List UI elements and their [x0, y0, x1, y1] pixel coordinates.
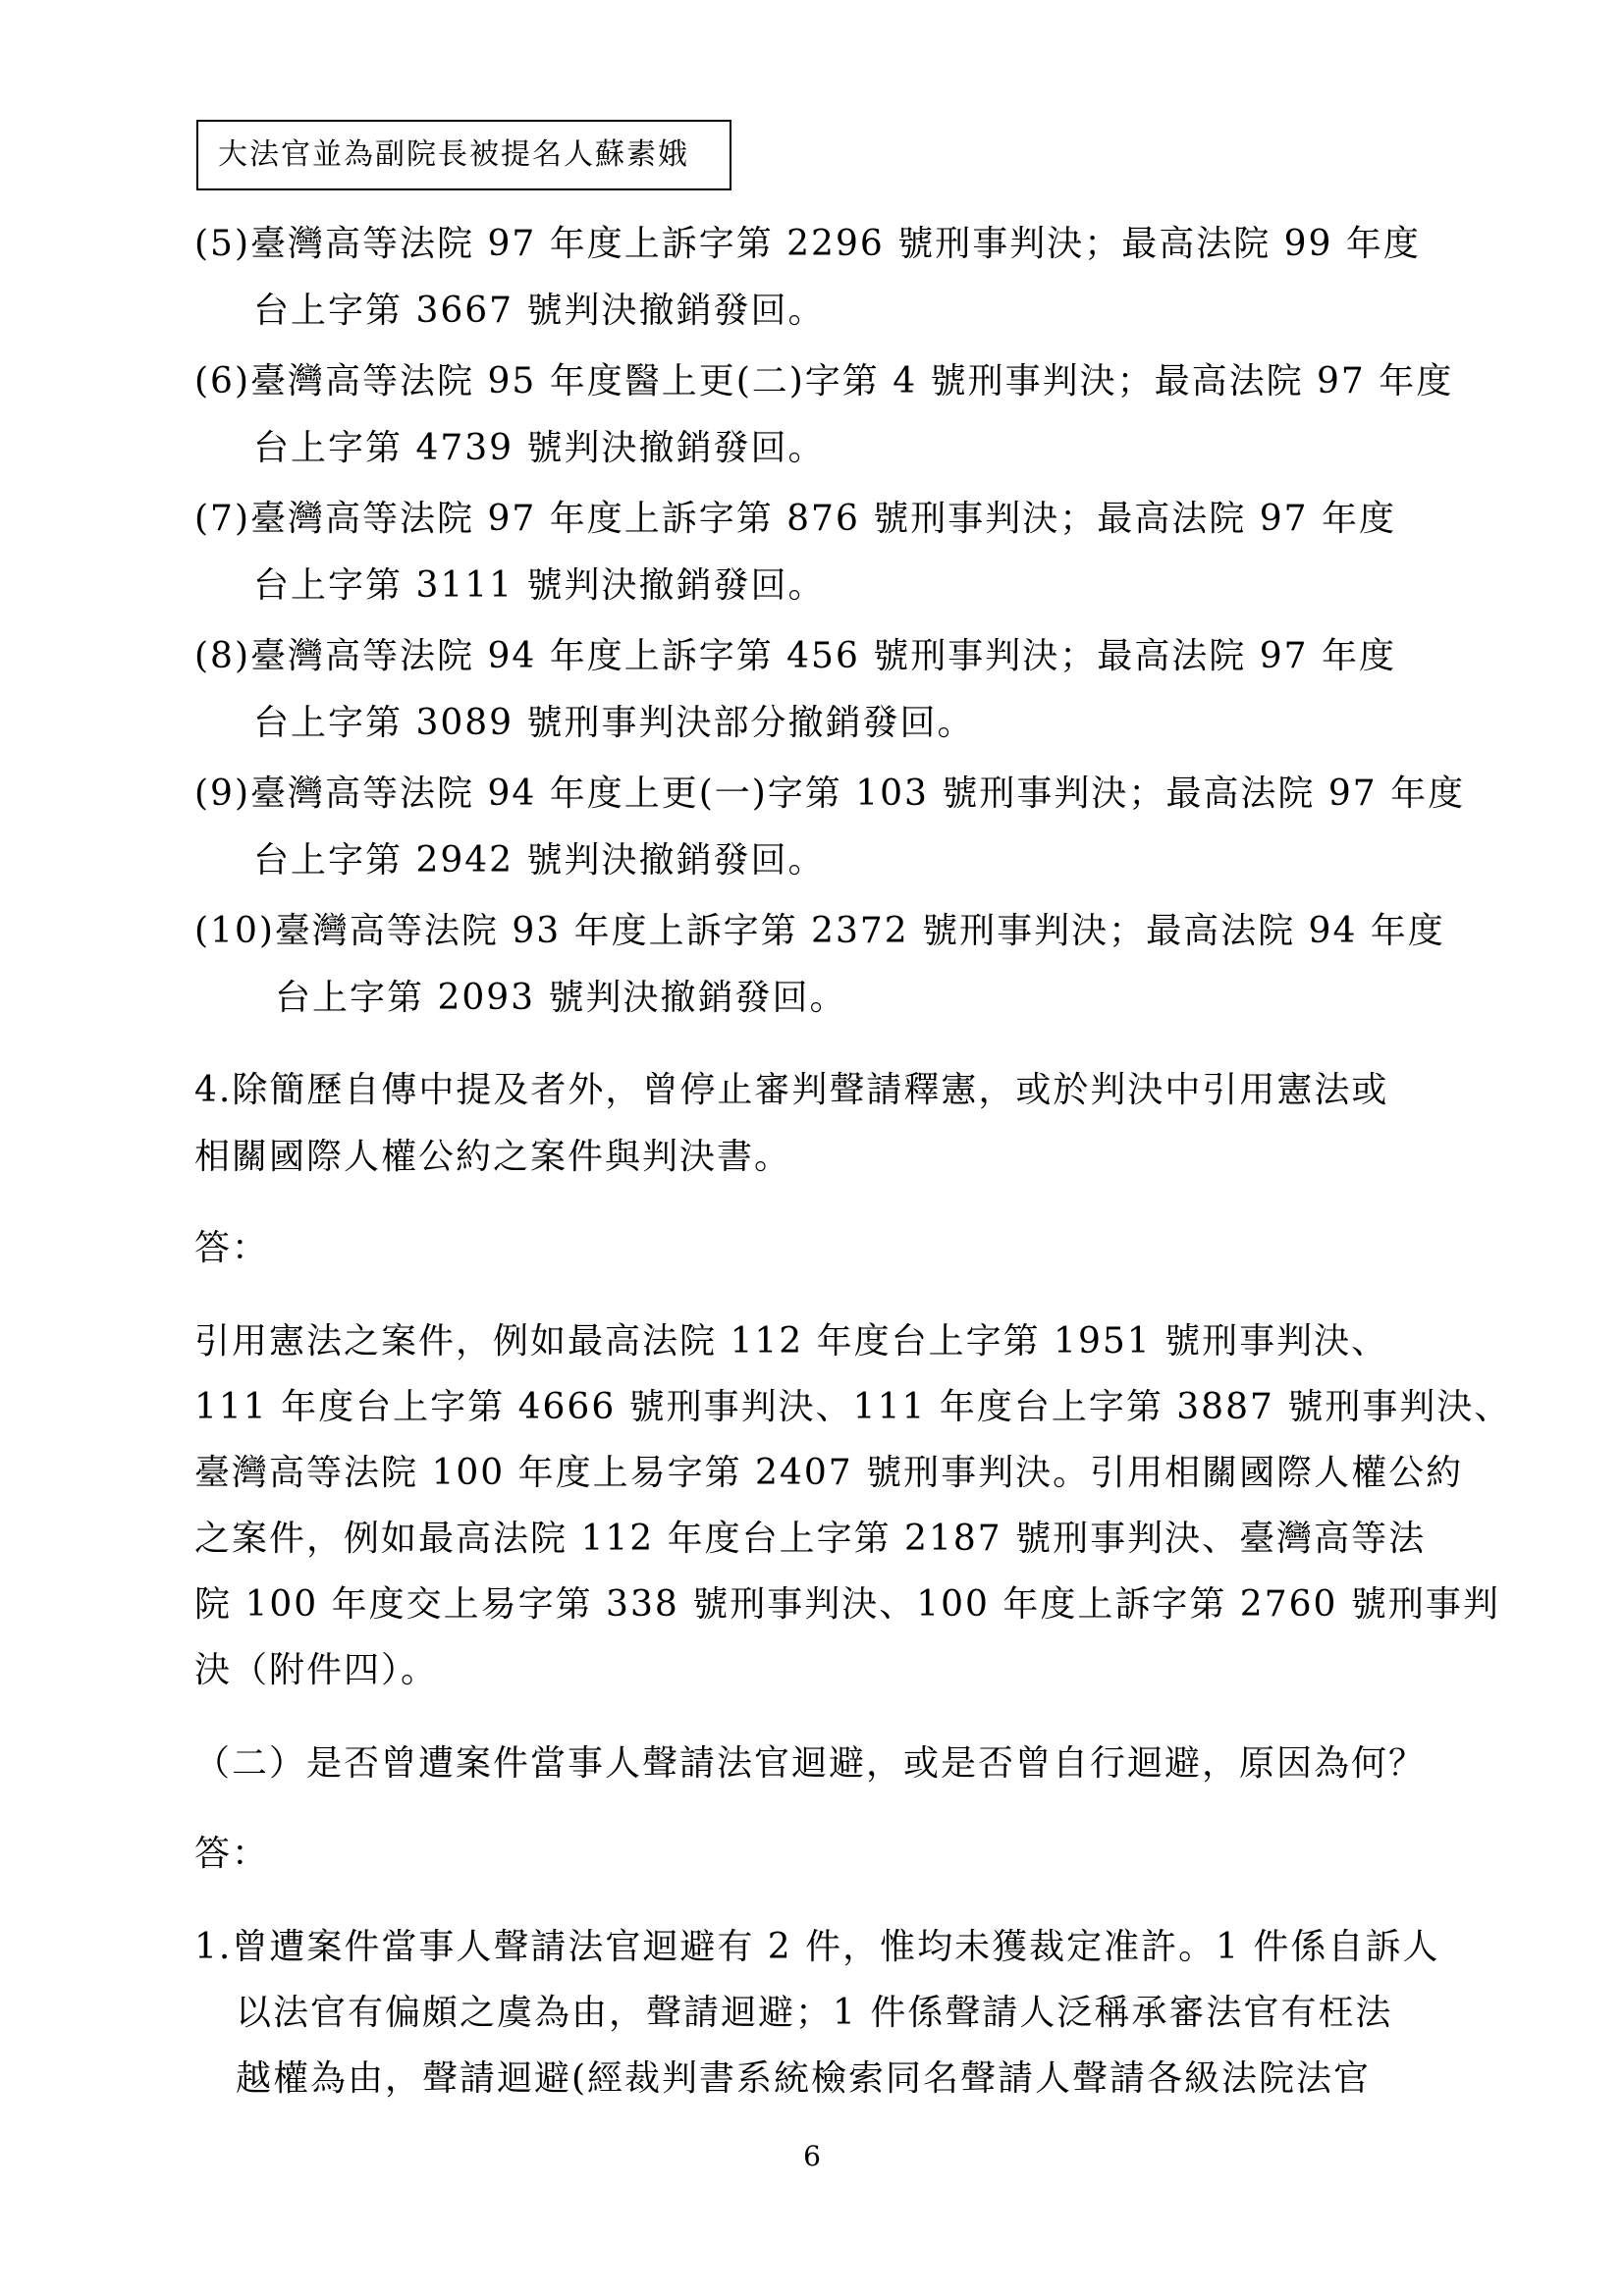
page-number: 6 [803, 2140, 821, 2172]
case-9-line-2: 台上字第 2942 號判決撤銷發回。 [253, 840, 826, 881]
answer-label-2: 答： [194, 1834, 270, 1874]
case-7-line-1: (7)臺灣高等法院 97 年度上訴字第 876 號刑事判決；最高法院 97 年度 [194, 499, 1396, 539]
answer-label-1: 答： [194, 1228, 270, 1268]
case-6-line-2: 台上字第 4739 號判決撤銷發回。 [253, 428, 826, 468]
case-8-line-1: (8)臺灣高等法院 94 年度上訴字第 456 號刑事判決；最高法院 97 年度 [194, 636, 1396, 676]
answer-4-line-5: 院 100 年度交上易字第 338 號刑事判決、100 年度上訴字第 2760 號刑事判 [194, 1584, 1500, 1625]
question-2-heading: （二）是否曾遭案件當事人聲請法官迴避，或是否曾自行迴避，原因為何？ [194, 1743, 1427, 1784]
question-4-line-1: 4.除簡歷自傳中提及者外，曾停止審判聲請釋憲，或於判決中引用憲法或 [194, 1070, 1389, 1110]
question-4-line-2: 相關國際人權公約之案件與判決書。 [194, 1137, 792, 1177]
answer-4-line-2: 111 年度台上字第 4666 號刑事判決、111 年度台上字第 3887 號刑事判決、 [194, 1387, 1512, 1427]
case-8-line-2: 台上字第 3089 號刑事判決部分撤銷發回。 [253, 703, 975, 743]
document-header-box: 大法官並為副院長被提名人蘇素娥 [196, 120, 731, 190]
answer-4-line-1: 引用憲法之案件，例如最高法院 112 年度台上字第 1951 號刑事判決、 [194, 1321, 1389, 1362]
case-7-line-2: 台上字第 3111 號判決撤銷發回。 [253, 565, 826, 606]
case-10-line-1: (10)臺灣高等法院 93 年度上訴字第 2372 號刑事判決；最高法院 94 年度 [194, 911, 1445, 951]
case-10-line-2: 台上字第 2093 號判決撤銷發回。 [275, 978, 847, 1018]
case-5-line-1: (5)臺灣高等法院 97 年度上訴字第 2296 號刑事判決；最高法院 99 年度 [194, 224, 1421, 264]
answer-4-line-6: 決（附件四）。 [194, 1650, 439, 1690]
case-5-line-2: 台上字第 3667 號判決撤銷發回。 [253, 291, 826, 331]
answer-2-line-3: 越權為由，聲請迴避(經裁判書系統檢索同名聲請人聲請各級法院法官 [236, 2058, 1372, 2099]
case-9-line-1: (9)臺灣高等法院 94 年度上更(一)字第 103 號刑事判決；最高法院 97 年度 [194, 774, 1466, 814]
answer-4-line-4: 之案件，例如最高法院 112 年度台上字第 2187 號刑事判決、臺灣高等法 [194, 1519, 1427, 1559]
answer-2-line-1: 1.曾遭案件當事人聲請法官迴避有 2 件，惟均未獲裁定准許。1 件係自訴人 [194, 1927, 1440, 1967]
answer-4-line-3: 臺灣高等法院 100 年度上易字第 2407 號刑事判決。引用相關國際人權公約 [194, 1453, 1464, 1493]
answer-2-line-2: 以法官有偏頗之虞為由，聲請迴避；1 件係聲請人泛稱承審法官有枉法 [236, 1993, 1393, 2033]
case-6-line-1: (6)臺灣高等法院 95 年度醫上更(二)字第 4 號刑事判決；最高法院 97 年度 [194, 361, 1454, 401]
